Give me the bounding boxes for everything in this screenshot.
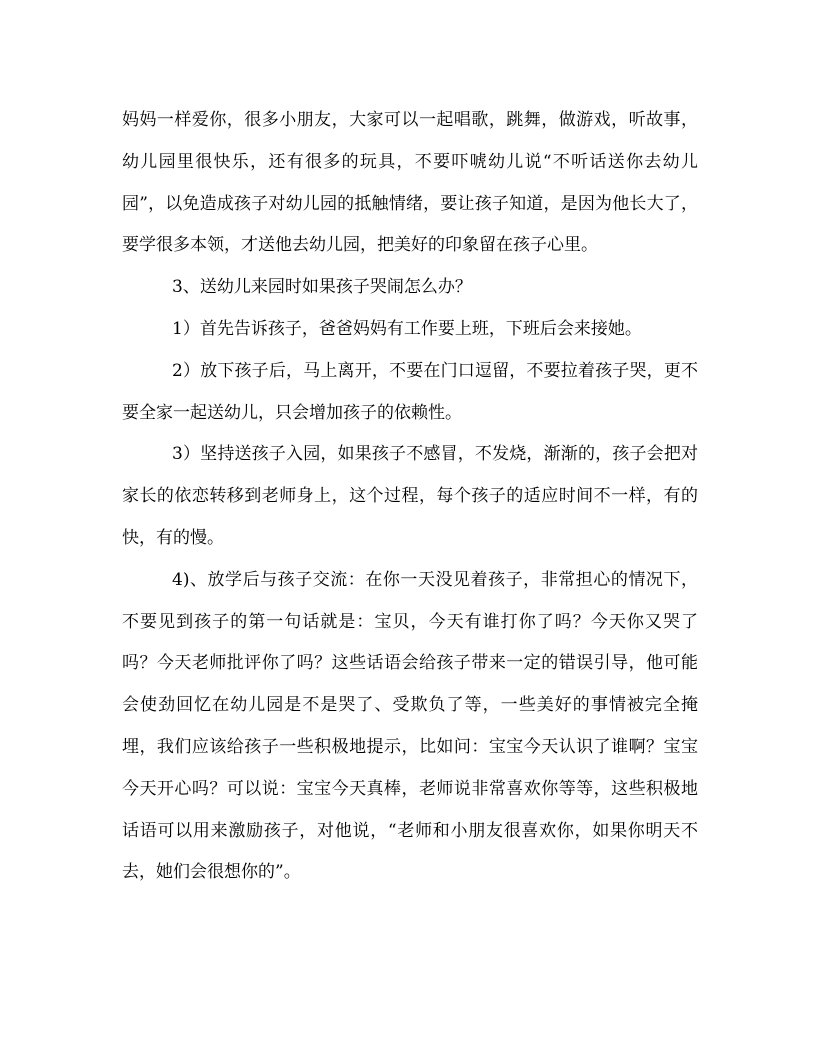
- list-item-1: 1）首先告诉孩子，爸爸妈妈有工作要上班，下班后会来接她。: [172, 318, 642, 339]
- list-item-2: 2）放下孩子后，马上离开，不要在门口逗留，不要拉着孩子哭，更不要全家一起送幼儿，只会增加孩子的依赖性。: [122, 360, 698, 423]
- document-body: [122, 100, 698, 894]
- section-heading-3: 3、送幼儿来园时如果孩子哭闹怎么办？: [172, 277, 472, 298]
- list-item-4: 4)、放学后与孩子交流：在你一天没见着孩子，非常担心的情况下，不要见到孩子的第一句话就是：宝贝，今天有谁打你了吗？今天你又哭了吗？今天老师批评你了吗？这些话语会给孩子带来一定的错误引导，他可能会使劲回忆在幼儿园是不是哭了、受欺负了等，一些美好的事情被完全掩埋，我们应该给孩子一些积极地提示，比如问：宝宝今天认识了谁啊？宝宝今天开心吗？可以说：宝宝今天真棒，老师说非常喜欢你等等，这些积极地话语可以用来激励孩子，对他说，“老师和小朋友很喜欢你，如果你明天不去，她们会很想你的”。: [122, 569, 698, 883]
- paragraph-continuation: 妈妈一样爱你，很多小朋友，大家可以一起唱歌，跳舞，做游戏，听故事，幼儿园里很快乐，还有很多的玩具，不要吓唬幼儿说“不听话送你去幼儿园”，以免造成孩子对幼儿园的抵触情绪，要让孩子知道，是因为他长大了，要学很多本领，才送他去幼儿园，把美好的印象留在孩子心里。: [122, 110, 698, 256]
- list-item-3: 3）坚持送孩子入园，如果孩子不感冒，不发烧，渐渐的，孩子会把对家长的依恋转移到老师身上，这个过程，每个孩子的适应时间不一样，有的快，有的慢。: [122, 444, 698, 548]
